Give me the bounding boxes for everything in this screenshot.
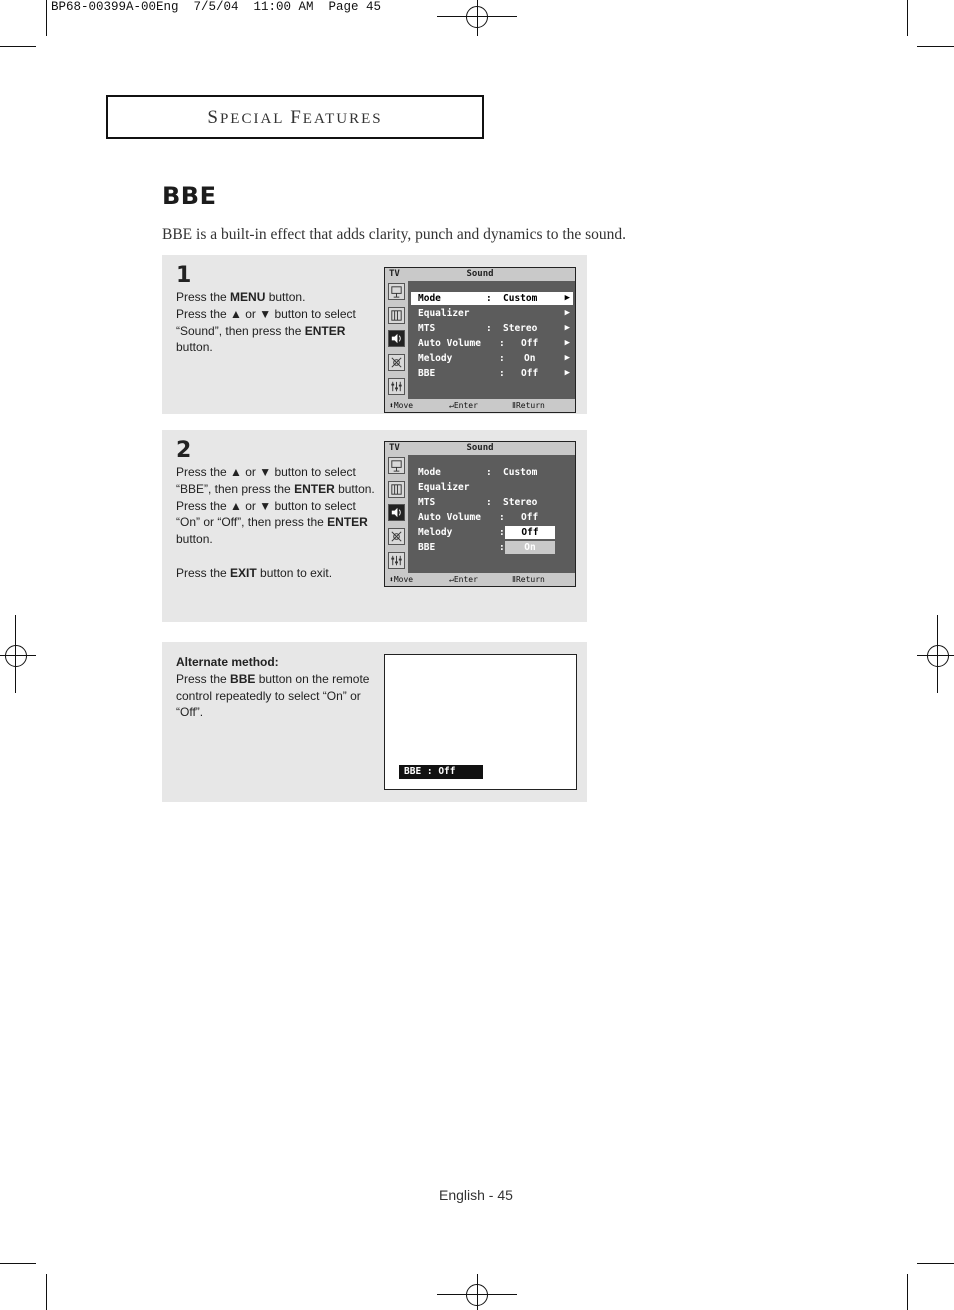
step-2-instructions [176, 464, 376, 582]
step-text-run: Press the ▲ or ▼ button to select “On” or “Off”, then press the [176, 498, 356, 530]
step-1-instructions [176, 289, 376, 356]
osd-row-colon: : [499, 512, 505, 523]
step-text-run: button. [265, 290, 306, 304]
osd-row-label: Melody [418, 527, 453, 538]
osd-row-auto-volume[interactable] [411, 511, 573, 524]
move-hint: ⬍Move [389, 401, 414, 410]
tv-osd-sound-menu [384, 267, 576, 413]
step-line [176, 498, 376, 548]
osd-title: Sound [466, 269, 494, 279]
osd-row-value: On [524, 353, 536, 364]
registration-line [937, 615, 938, 693]
antenna-icon [388, 283, 405, 300]
osd-row-auto-volume[interactable] [411, 337, 573, 350]
arrow-right-icon: ▶ [564, 293, 570, 303]
step-2-panel [162, 430, 587, 622]
osd-title-bar [385, 268, 575, 281]
step-number: 2 [176, 438, 192, 463]
step-text-run: Press the ▲ or ▼ button to select “Sound”, then press the [176, 306, 356, 338]
setup-icon [388, 552, 405, 569]
registration-line [917, 655, 954, 656]
sound-icon [388, 330, 405, 347]
registration-line [15, 615, 16, 693]
osd-row-label: BBE [418, 368, 436, 379]
osd-row-colon: : [499, 527, 505, 538]
step-line [176, 306, 376, 356]
alternate-body [176, 671, 376, 721]
osd-row-mts[interactable] [411, 496, 573, 509]
move-hint-label: Move [393, 401, 414, 410]
arrow-right-icon: ▶ [564, 323, 570, 333]
page-title: BBE [162, 182, 217, 210]
crop-mark [917, 46, 954, 47]
step-text-run: Press the [176, 565, 231, 580]
step-number: 1 [176, 263, 192, 288]
enter-hint-label: Enter [453, 575, 478, 584]
setup-icon [388, 378, 405, 395]
crop-mark [46, 0, 47, 36]
osd-row-label: Equalizer [418, 482, 470, 493]
tv-screen [384, 654, 577, 790]
return-hint: ⅡReturn [512, 575, 545, 584]
osd-row-value: Custom [503, 293, 538, 304]
step-text-run: Press the ▲ or ▼ button to select “BBE”, then press the [176, 465, 356, 496]
section-title-initial: F [290, 107, 303, 128]
osd-row-colon: : [486, 323, 492, 334]
osd-row-melody[interactable] [411, 352, 573, 365]
return-hint: ⅡReturn [512, 401, 545, 410]
arrow-right-icon: ▶ [564, 308, 570, 318]
osd-row-equalizer[interactable] [411, 307, 573, 320]
enter-hint-label: Enter [453, 401, 478, 410]
osd-row-mts[interactable] [411, 322, 573, 335]
osd-row-mode[interactable] [411, 292, 573, 305]
bbe-status-osd: BBE : Off [399, 765, 483, 779]
alternate-method-panel [162, 642, 587, 802]
step-line [176, 289, 376, 306]
step-text-run: button. [176, 532, 213, 547]
option-on[interactable]: On [505, 541, 555, 554]
osd-tv-label: TV [389, 269, 400, 279]
osd-row-colon: : [499, 368, 505, 379]
step-text-run: Press the [176, 671, 231, 686]
osd-title: Sound [466, 443, 494, 453]
osd-row-value: Off [521, 338, 539, 349]
osd-row-label: MTS [418, 497, 436, 508]
page-number: English - 45 [439, 1187, 513, 1203]
section-header [106, 95, 484, 139]
alternate-instructions [176, 654, 376, 721]
registration-line [477, 1274, 478, 1310]
move-hint: ⬍Move [389, 575, 414, 584]
step-text-run: button on the remote control repeatedly to select “On” or “Off”. [176, 671, 370, 720]
osd-row-colon: : [499, 353, 505, 364]
section-title-initial: S [207, 107, 220, 128]
osd-title-bar [385, 442, 575, 455]
osd-row-label: MTS [418, 323, 436, 334]
osd-footer [385, 573, 575, 586]
step-text-bold: BBE [230, 671, 256, 686]
step-text-bold: ENTER [304, 323, 346, 338]
step-line [176, 464, 376, 498]
step-1-panel [162, 255, 587, 414]
enter-hint: ↵Enter [449, 401, 478, 410]
step-text-run: Press the [176, 290, 231, 304]
arrow-right-icon: ▶ [564, 338, 570, 348]
arrow-right-icon: ▶ [564, 353, 570, 363]
crop-mark [0, 46, 36, 47]
intro-text: BBE is a built-in effect that adds clarity, punch and dynamics to the sound. [162, 226, 627, 243]
osd-row-bbe[interactable] [411, 367, 573, 380]
osd-icon-column [385, 455, 408, 574]
osd-row-label: Mode [418, 293, 441, 304]
step-text-bold: EXIT [230, 565, 257, 580]
step-text-run: button to exit. [256, 565, 333, 580]
step-text-run: button. [176, 340, 213, 355]
crop-mark [0, 1263, 36, 1264]
osd-row-colon: : [499, 338, 505, 349]
antenna-icon [388, 457, 405, 474]
osd-row-value: Off [521, 368, 539, 379]
osd-row-label: Equalizer [418, 308, 470, 319]
osd-row-value: Custom [503, 467, 538, 478]
crop-mark [907, 1274, 908, 1310]
osd-row-equalizer[interactable] [411, 481, 573, 494]
return-hint-label: Return [515, 575, 545, 584]
osd-row-label: Auto Volume [418, 512, 481, 523]
picture-icon [388, 307, 405, 324]
section-title-rest: PECIAL [219, 111, 285, 127]
osd-row-colon: : [499, 542, 505, 553]
tv-osd-sound-menu [384, 441, 576, 587]
crop-mark [917, 1263, 954, 1264]
crop-mark [907, 0, 908, 36]
osd-row-label: BBE [418, 542, 436, 553]
osd-row-value: Stereo [503, 497, 538, 508]
osd-row-label: Auto Volume [418, 338, 481, 349]
sound-icon [388, 504, 405, 521]
osd-row-value: Off [521, 512, 539, 523]
registration-line [0, 655, 36, 656]
registration-mark [927, 645, 949, 667]
crop-mark [46, 1274, 47, 1310]
registration-mark [5, 645, 27, 667]
osd-row-colon: : [486, 467, 492, 478]
move-hint-label: Move [393, 575, 414, 584]
step-text-bold: MENU [230, 290, 266, 304]
channel-icon [388, 528, 405, 545]
osd-icon-column [385, 281, 408, 400]
osd-row-colon: : [486, 293, 492, 304]
option-off[interactable]: Off [505, 526, 555, 539]
step-text-bold: ENTER [327, 515, 368, 530]
osd-footer [385, 399, 575, 412]
arrow-right-icon: ▶ [564, 368, 570, 378]
osd-tv-label: TV [389, 443, 400, 453]
section-title [108, 107, 482, 129]
step-line [176, 565, 376, 582]
osd-row-mode[interactable] [411, 466, 573, 479]
section-title-rest: EATURES [302, 111, 383, 127]
step-text-run: button. [334, 481, 375, 496]
osd-row-colon: : [486, 497, 492, 508]
alternate-heading-line [176, 654, 376, 671]
channel-icon [388, 354, 405, 371]
enter-hint: ↵Enter [449, 575, 478, 584]
registration-line [477, 0, 478, 36]
osd-row-label: Melody [418, 353, 453, 364]
return-hint-label: Return [515, 401, 545, 410]
step-text-bold: ENTER [294, 481, 335, 496]
osd-row-value: Stereo [503, 323, 538, 334]
osd-row-label: Mode [418, 467, 441, 478]
alternate-heading: Alternate method: [176, 655, 279, 669]
picture-icon [388, 481, 405, 498]
print-header: BP68-00399A-00Eng 7/5/04 11:00 AM Page 45 [51, 0, 382, 14]
